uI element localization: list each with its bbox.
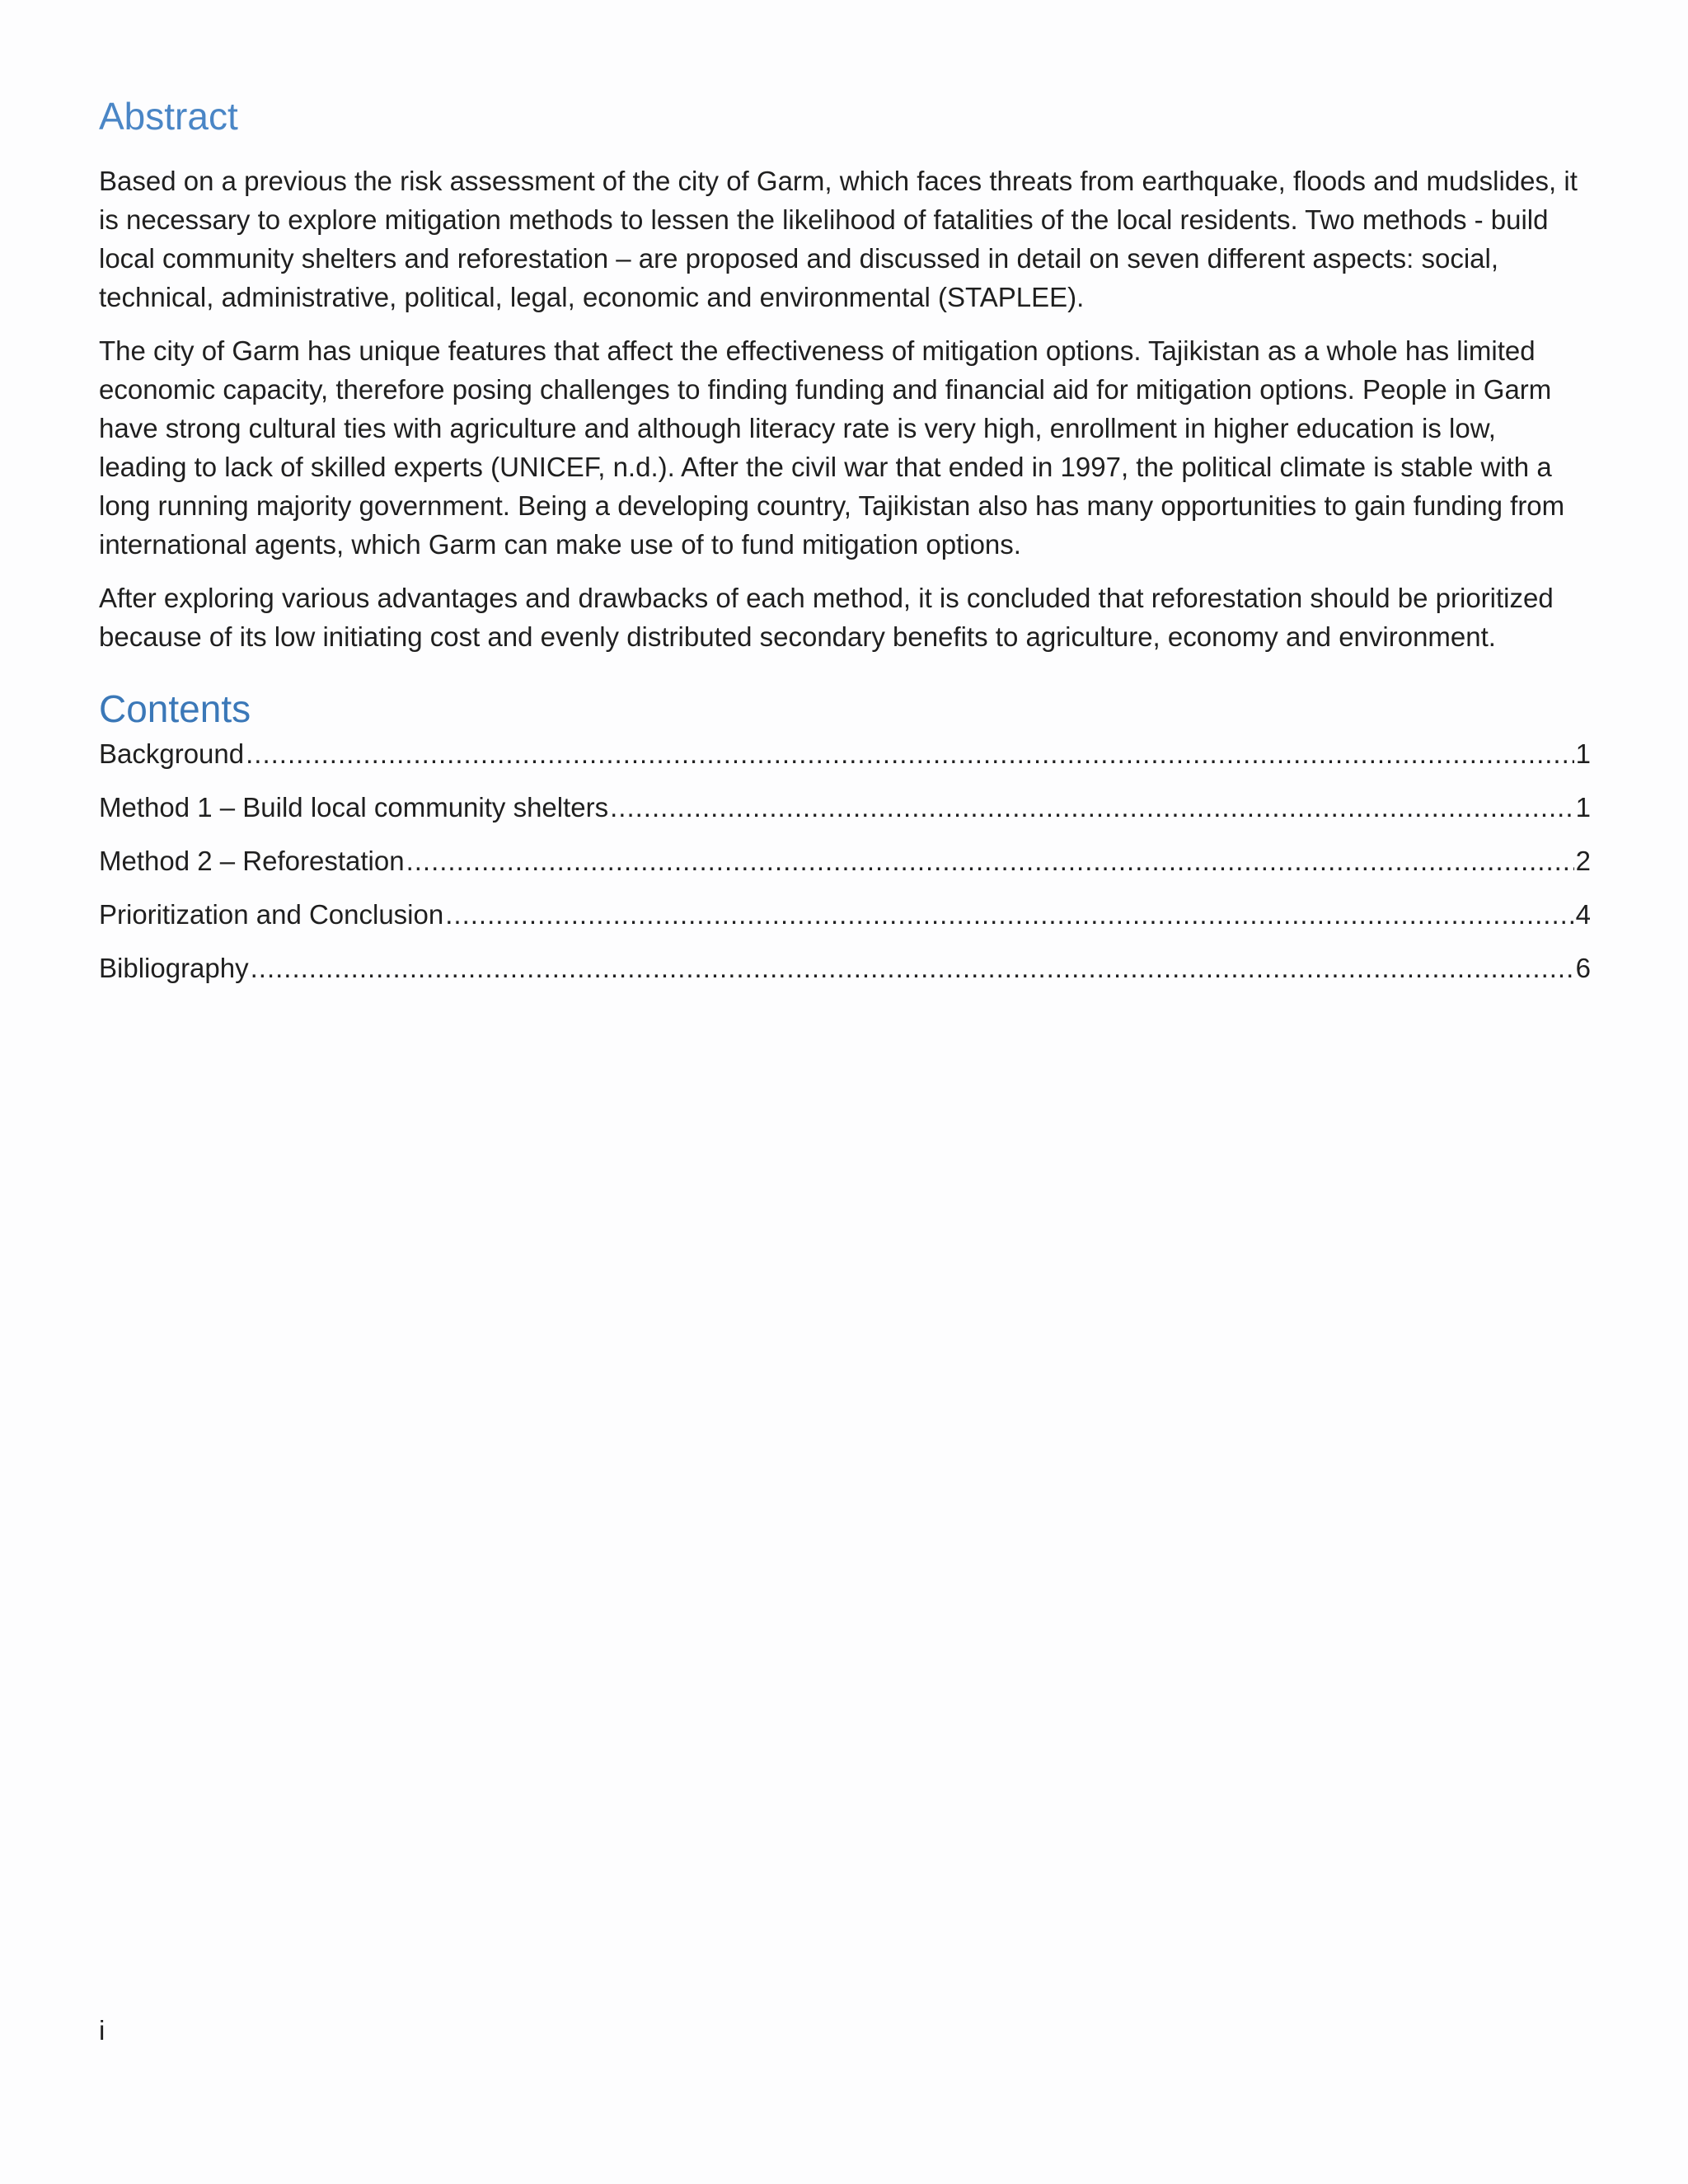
toc-entry-title: Background bbox=[99, 738, 245, 769]
contents-heading: Contents bbox=[99, 687, 251, 730]
toc-entry-method-2[interactable] bbox=[99, 841, 1591, 880]
abstract-paragraph-2: The city of Garm has unique features that affect the effectiveness of mitigation options. Tajikistan as a whole has limited economic capacity, therefore posing challenges to finding funding and financial aid for mitigation options. People in Garm have strong cultural ties with agriculture and although literacy rate is very high, enrollment in higher education is low, leading to lack of skilled experts (UNICEF, n.d.). After the civil war that ended in 1997, the political climate is stable with a long running majority government. Being a developing country, Tajikistan also has many opportunities to gain funding from international agents, which Garm can make use of to fund mitigation options. bbox=[99, 335, 1565, 560]
toc-entry-bibliography[interactable] bbox=[99, 949, 1591, 987]
abstract-section bbox=[99, 162, 1591, 656]
toc-entry-page: 2 bbox=[1575, 845, 1591, 876]
toc-entry-title: Bibliography bbox=[99, 952, 249, 983]
toc-entry-page: 4 bbox=[1575, 898, 1591, 930]
toc-entry-prioritization[interactable] bbox=[99, 895, 1591, 934]
toc-entry-page: 1 bbox=[1575, 791, 1591, 823]
abstract-paragraph-1: Based on a previous the risk assessment of the city of Garm, which faces threats from earthquake, floods and mudslides, it is necessary to explore mitigation methods to lessen the likelihood of fatalities of the local residents. Two methods - build local community shelters and reforestation – are proposed and discussed in detail on seven different aspects: social, technical, administrative, political, legal, economic and environmental (STAPLEE). bbox=[99, 165, 1578, 312]
page-content bbox=[99, 95, 1591, 1002]
toc-entry-title: Method 1 – Build local community shelters bbox=[99, 791, 609, 823]
toc-entry-page: 1 bbox=[1575, 738, 1591, 769]
page-number: i bbox=[99, 2015, 106, 2046]
toc-entry-method-1[interactable] bbox=[99, 788, 1591, 827]
toc-entry-title: Method 2 – Reforestation bbox=[99, 845, 405, 876]
toc-dot-leader bbox=[246, 734, 1574, 773]
abstract-heading: Abstract bbox=[99, 95, 238, 138]
toc-entry-background[interactable] bbox=[99, 734, 1591, 773]
table-of-contents bbox=[99, 734, 1591, 987]
toc-entry-title: Prioritization and Conclusion bbox=[99, 898, 444, 930]
toc-dot-leader bbox=[251, 949, 1574, 987]
toc-entry-page: 6 bbox=[1575, 952, 1591, 983]
toc-dot-leader bbox=[610, 788, 1574, 827]
toc-dot-leader bbox=[445, 895, 1573, 934]
abstract-paragraph-3: After exploring various advantages and drawbacks of each method, it is concluded that reforestation should be prioritized because of its low initiating cost and evenly distributed secondary benefits to agriculture, economy and environment. bbox=[99, 582, 1554, 652]
toc-dot-leader bbox=[406, 841, 1574, 880]
